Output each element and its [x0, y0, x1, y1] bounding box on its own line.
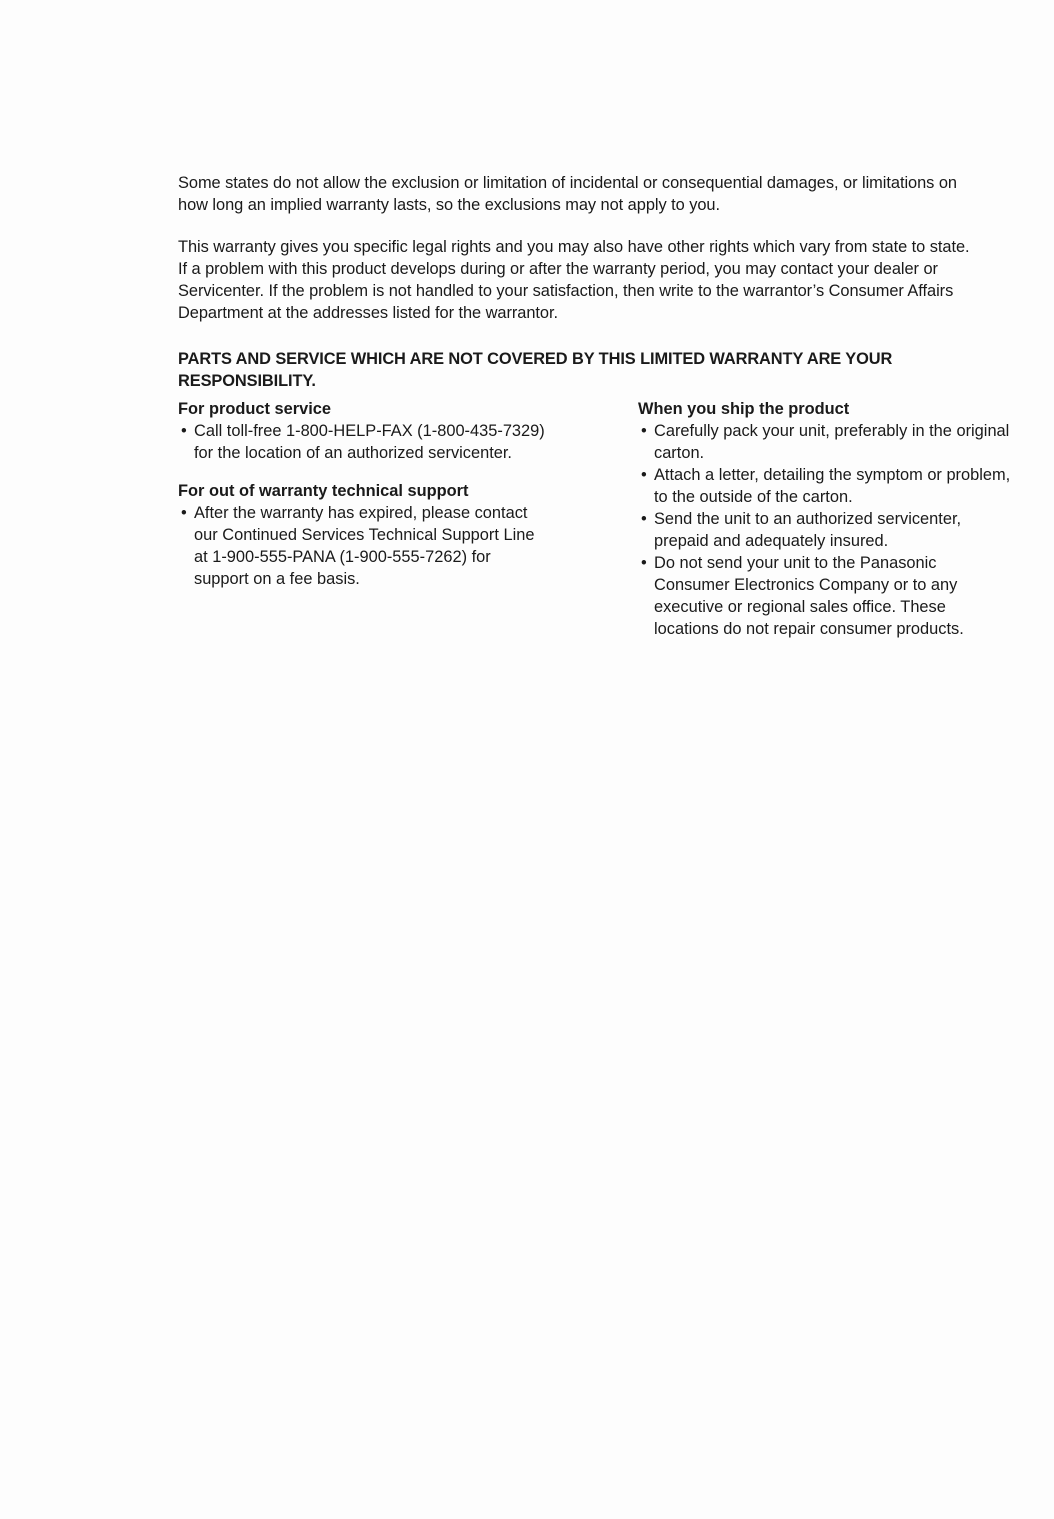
right-column [638, 398, 1048, 640]
bullet-marker: • [641, 554, 647, 572]
heading-line: RESPONSIBILITY. [178, 372, 316, 390]
responsibility-heading [178, 348, 1040, 392]
bullet-marker: • [641, 466, 647, 484]
bullet-marker: • [181, 504, 187, 522]
item-line: Call toll-free 1-800-HELP-FAX (1-800-435-7329) [194, 422, 545, 440]
text-line: how long an implied warranty lasts, so the exclusions may not apply to you. [178, 196, 720, 214]
item-line: at 1-900-555-PANA (1-900-555-7262) for [194, 548, 491, 566]
item-line: prepaid and adequately insured. [654, 532, 889, 550]
item-line: support on a fee basis. [194, 570, 360, 588]
item-line: Do not send your unit to the Panasonic [654, 554, 937, 572]
service-columns [178, 398, 1040, 658]
warranty-text-block [178, 172, 1040, 658]
text-line: Department at the addresses listed for the warrantor. [178, 304, 558, 322]
item-line: to the outside of the carton. [654, 488, 853, 506]
tech-support-list [178, 502, 598, 590]
item-line: locations do not repair consumer products. [654, 620, 964, 638]
bullet-marker: • [181, 422, 187, 440]
list-item [178, 420, 598, 464]
product-service-title: For product service [178, 400, 332, 418]
shipping-title: When you ship the product [638, 400, 850, 418]
text-line: Servicenter. If the problem is not handled to your satisfaction, then write to the warrantor’s Consumer Affairs [178, 282, 954, 300]
spacer [178, 464, 598, 480]
heading-line: PARTS AND SERVICE WHICH ARE NOT COVERED BY THIS LIMITED WARRANTY ARE YOUR [178, 350, 893, 368]
shipping-list [638, 420, 1048, 640]
item-line: Send the unit to an authorized servicenter, [654, 510, 962, 528]
item-line: executive or regional sales office. These [654, 598, 946, 616]
list-item [638, 464, 1048, 508]
list-item [638, 508, 1048, 552]
list-item [638, 552, 1048, 640]
bullet-marker: • [641, 422, 647, 440]
tech-support-title: For out of warranty technical support [178, 482, 469, 500]
list-item [178, 502, 598, 590]
left-column [178, 398, 598, 590]
exclusions-paragraph [178, 172, 1040, 216]
text-line: This warranty gives you specific legal rights and you may also have other rights which vary from state to state. [178, 238, 970, 256]
item-line: our Continued Services Technical Support Line [194, 526, 535, 544]
product-service-list [178, 420, 598, 464]
item-line: for the location of an authorized servicenter. [194, 444, 512, 462]
list-item [638, 420, 1048, 464]
item-line: Consumer Electronics Company or to any [654, 576, 958, 594]
item-line: Attach a letter, detailing the symptom or problem, [654, 466, 1011, 484]
text-line: If a problem with this product develops during or after the warranty period, you may contact your dealer or [178, 260, 938, 278]
item-line: Carefully pack your unit, preferably in the original [654, 422, 1010, 440]
item-line: carton. [654, 444, 705, 462]
text-line: Some states do not allow the exclusion or limitation of incidental or consequential damages, or limitations on [178, 174, 957, 192]
item-line: After the warranty has expired, please contact [194, 504, 528, 522]
legal-rights-paragraph [178, 236, 1040, 324]
bullet-marker: • [641, 510, 647, 528]
